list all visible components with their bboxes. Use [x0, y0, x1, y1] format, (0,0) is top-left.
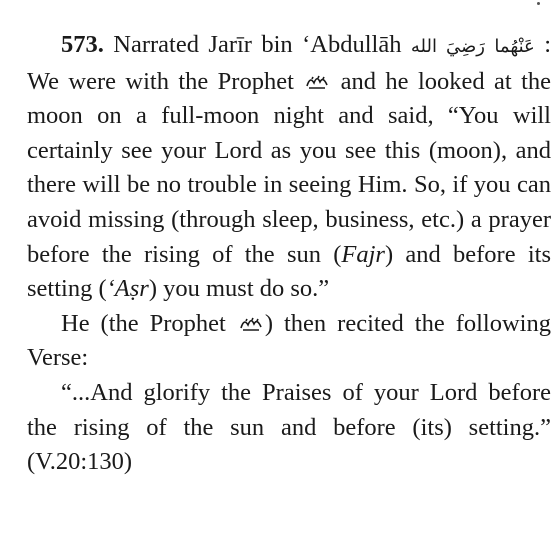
recitation-paragraph	[27, 307, 551, 376]
hadith-text-a: : We were with the Prophet	[27, 31, 552, 95]
verse-paragraph	[27, 376, 551, 480]
hadith-text-c: ) and before its setting (	[27, 240, 551, 303]
para2-text-b: ) then recited the following Verse:	[27, 309, 551, 372]
narrator-intro: Narrated Jarīr bin ‘Abdullāh	[103, 31, 411, 58]
corner-mark	[537, 2, 540, 5]
para2-text-a: He (the Prophet	[61, 309, 237, 337]
verse-text: “...And glorify the Praises of your Lord before the rising of the sun and before (its) setting.” (V.20:130)	[27, 378, 551, 476]
arabic-honorific-2: عَنْهُما	[494, 36, 535, 57]
hadith-text-b: and he looked at the moon on a full-moon night and said, “You will certainly see your Lord as you see this (moon), and there will be no trouble in seeing Him. So, if you can avoid missing (through sleep, business, etc.) a prayer before the rising of the sun (	[27, 67, 552, 268]
hadith-paragraph	[27, 28, 551, 307]
hadith-text-d: ) you must do so.”	[148, 275, 330, 303]
document-page	[27, 28, 551, 480]
term-asr: ‘Aṣr	[106, 275, 149, 303]
arabic-honorific-1: رَضِيَ الله	[410, 36, 485, 57]
salutation-glyph-icon	[239, 315, 263, 333]
salutation-glyph-icon	[305, 73, 329, 91]
term-fajr: Fajr	[341, 240, 385, 268]
hadith-number: 573.	[61, 31, 104, 58]
